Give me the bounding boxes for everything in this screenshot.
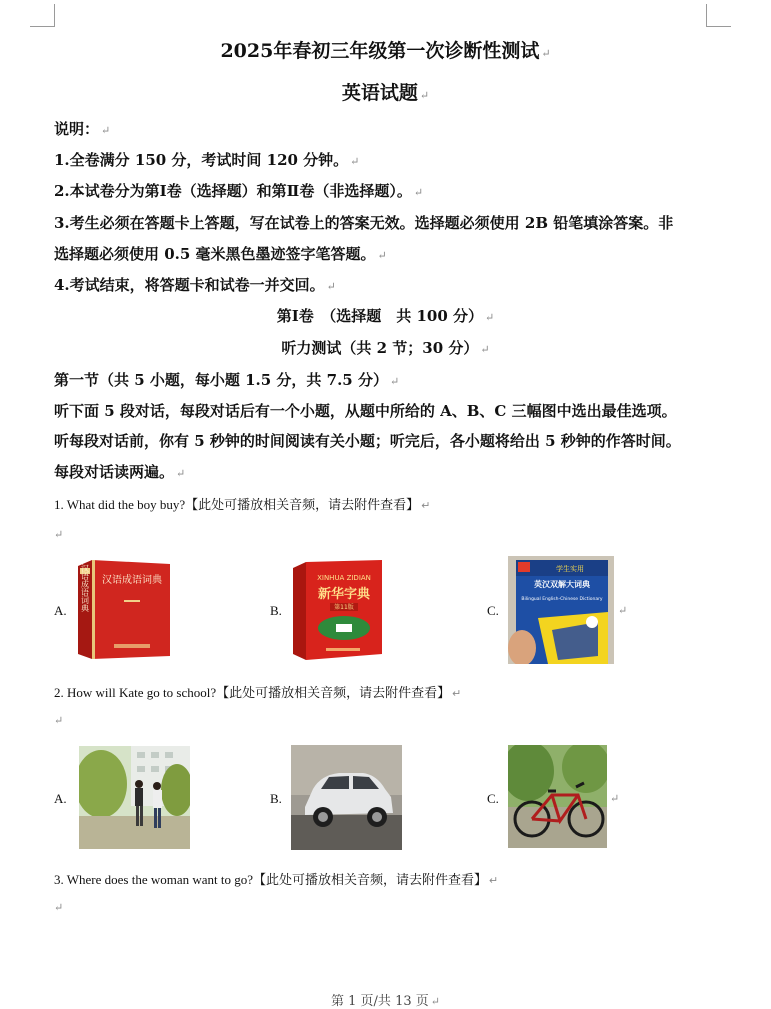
book-b-pinyin: XINHUA ZIDIAN xyxy=(317,574,371,582)
instruction-item: 2.本试卷分为第Ⅰ卷（选择题）和第Ⅱ卷（非选择题）。 ↵ xyxy=(54,182,424,200)
paragraph-mark-icon: ↵ xyxy=(176,467,186,480)
paragraph-mark-icon: ↵ xyxy=(419,89,430,102)
question-text: 3. Where does the woman want to go?【此处可播放相关音频，请去附件查看】 ↵ xyxy=(54,872,499,887)
option-image-b-car xyxy=(291,745,402,850)
option-image-b-dictionary xyxy=(290,558,386,662)
book-a-title: 汉语成语词典 xyxy=(102,575,162,586)
paragraph-mark-icon: ↵ xyxy=(350,155,360,168)
paragraph-mark-icon: ↵ xyxy=(54,714,64,727)
paragraph-mark-icon: ↵ xyxy=(610,792,620,805)
paragraph-mark-icon: ↵ xyxy=(430,995,440,1008)
option-image-a-dictionary xyxy=(74,558,172,661)
option-label-b: B. xyxy=(270,603,282,618)
paragraph-mark-icon: ↵ xyxy=(326,280,336,293)
book-c-english: Bilingual English-Chinese Dictionary xyxy=(521,597,603,602)
instruction-item: 3.考生必须在答题卡上答题，写在试卷上的答案无效。选择题必须使用 2B 铅笔填涂答案。非 xyxy=(54,214,674,232)
instructions-label: 说明： ↵ xyxy=(54,120,111,138)
question-text: 2. How will Kate go to school?【此处可播放相关音频，请去附件查看】 ↵ xyxy=(54,685,462,700)
exam-title: 2025年春初三年级第一次诊断性测试 ↵ xyxy=(220,40,551,62)
paragraph-mark-icon: ↵ xyxy=(485,311,495,324)
paragraph-mark-icon: ↵ xyxy=(618,604,628,617)
option-label-b: B. xyxy=(270,791,282,806)
paragraph-mark-icon: ↵ xyxy=(452,688,462,700)
page-footer: 第 1 页/共 13 页 ↵ xyxy=(331,994,440,1009)
question-text: 1. What did the boy buy?【此处可播放相关音频，请去附件查看】 ↵ xyxy=(54,497,431,512)
paragraph-mark-icon: ↵ xyxy=(489,875,499,887)
page-corner-mark-right xyxy=(706,4,731,27)
book-c-series: 学生实用 xyxy=(556,565,584,573)
directions-line: 听每段对话前，你有 5 秒钟的时间阅读有关小题；听完后，各小题将给出 5 秒钟的作答时间。 xyxy=(54,432,681,450)
book-b-edition: 第11版 xyxy=(334,604,354,611)
exam-subtitle: 英语试题 ↵ xyxy=(341,82,430,104)
instruction-item: 选择题必须使用 0.5 毫米黑色墨迹签字笔答题。 ↵ xyxy=(54,245,387,263)
directions-line: 听下面 5 段对话，每段对话后有一个小题，从题中所给的 A、B、C 三幅图中选出最佳选项。 xyxy=(54,402,677,420)
section-heading: 第一节（共 5 小题，每小题 1.5 分，共 7.5 分） ↵ xyxy=(54,371,400,389)
instruction-item: 1.全卷满分 150 分，考试时间 120 分钟。 ↵ xyxy=(54,151,360,169)
option-label-c: C. xyxy=(487,603,499,618)
book-b-title: 新华字典 xyxy=(317,587,371,602)
option-label-a: A. xyxy=(54,791,67,806)
directions-line: 每段对话读两遍。 ↵ xyxy=(54,463,186,481)
paragraph-mark-icon: ↵ xyxy=(54,528,64,541)
book-a-spine-text: 汉语成语词典 xyxy=(80,564,90,612)
page-corner-mark-left xyxy=(30,4,55,27)
paragraph-mark-icon: ↵ xyxy=(413,186,424,199)
option-label-a: A. xyxy=(54,603,67,618)
paragraph-mark-icon: ↵ xyxy=(480,343,490,356)
paragraph-mark-icon: ↵ xyxy=(377,249,387,262)
option-image-c-dictionary xyxy=(508,556,614,664)
paragraph-mark-icon: ↵ xyxy=(421,500,431,512)
paragraph-mark-icon: ↵ xyxy=(541,47,551,60)
option-image-c-bicycle xyxy=(508,745,607,848)
part-heading: 第Ⅰ卷 （选择题 共 100 分） ↵ xyxy=(276,307,495,325)
instruction-item: 4.考试结束，将答题卡和试卷一并交回。 ↵ xyxy=(54,276,336,294)
book-c-title: 英汉双解大词典 xyxy=(534,580,590,589)
option-image-a-walking xyxy=(79,746,190,849)
paragraph-mark-icon: ↵ xyxy=(54,901,64,914)
paragraph-mark-icon: ↵ xyxy=(389,375,400,388)
listening-heading: 听力测试（共 2 节；30 分） ↵ xyxy=(281,339,490,357)
option-label-c: C. xyxy=(487,791,499,806)
paragraph-mark-icon: ↵ xyxy=(101,124,111,137)
